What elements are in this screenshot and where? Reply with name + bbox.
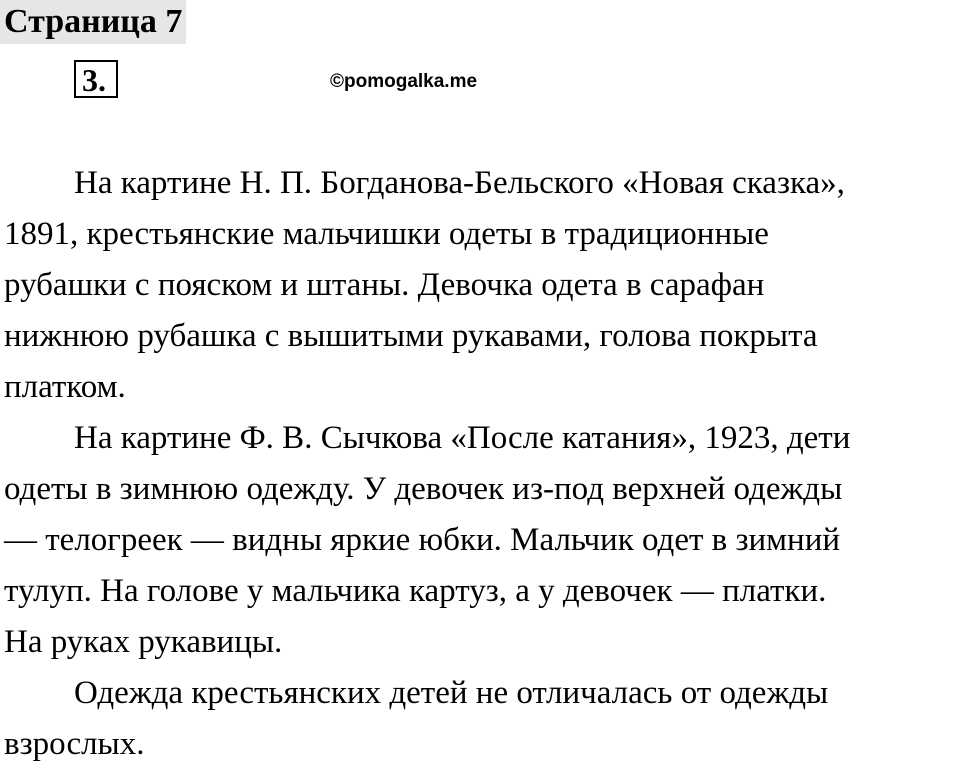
text-line: На картине Ф. В. Сычкова «После катания», 1923, дети [74, 420, 851, 456]
text-line: 1891, крестьянские мальчишки одеты в традиционные [4, 216, 769, 252]
paragraph-2 [4, 413, 960, 668]
text-line: На картине Н. П. Богданова-Бельского «Новая сказка», [74, 165, 845, 201]
page-title: Страница 7 [0, 0, 186, 44]
answer-text [4, 158, 960, 770]
text-line: нижнюю рубашка с вышитыми рукавами, голова покрыта [4, 318, 818, 354]
watermark-text: ©pomogalka.me [330, 71, 478, 92]
paragraph-3 [4, 668, 960, 770]
text-line: — телогреек — видны яркие юбки. Мальчик одет в зимний [4, 522, 841, 558]
text-line: Одежда крестьянских детей не отличалась от одежды [74, 675, 829, 711]
task-number-box: 3. [74, 60, 118, 98]
text-line: одеты в зимнюю одежду. У девочек из-под верхней одежды [4, 471, 843, 507]
text-line: На руках рукавицы. [4, 624, 283, 660]
text-line: тулуп. На голове у мальчика картуз, а у девочек — платки. [4, 573, 827, 609]
text-line: рубашки с пояском и штаны. Девочка одета в сарафан [4, 267, 765, 303]
text-line: взрослых. [4, 726, 145, 762]
text-line: платком. [4, 369, 126, 405]
paragraph-1 [4, 158, 960, 413]
